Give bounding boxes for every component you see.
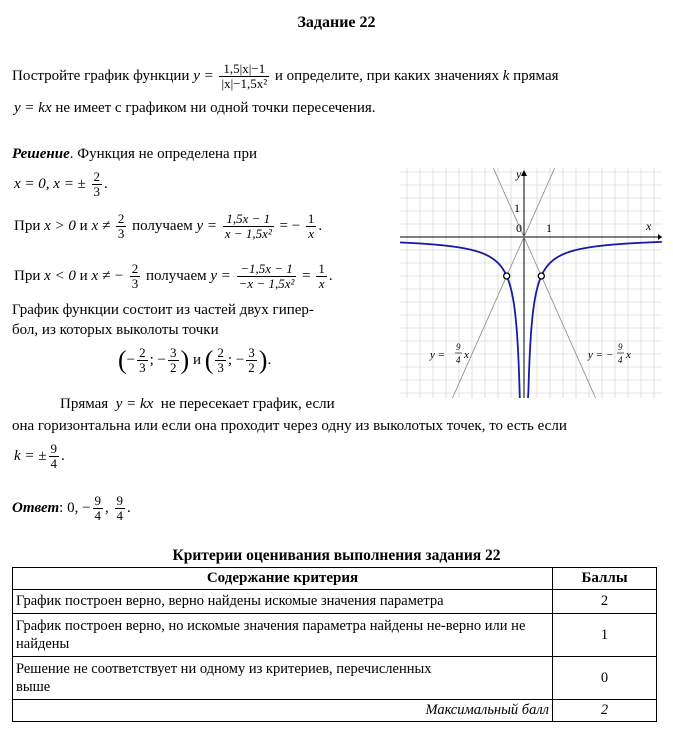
case2-res-num: 1 xyxy=(318,261,325,276)
removed-point-left xyxy=(504,273,510,279)
function-curves xyxy=(400,242,662,398)
line-right-text: y = − xyxy=(588,349,614,361)
ans-den1: 4 xyxy=(94,508,102,523)
criteria-row xyxy=(13,614,657,657)
case1-res-num: 1 xyxy=(307,211,315,226)
task-function-fraction xyxy=(219,62,269,91)
point1-y xyxy=(168,346,179,375)
graph-axes xyxy=(400,170,662,398)
task-text-after: и определите, при каких значениях xyxy=(274,67,499,84)
line-left-den: 4 xyxy=(456,355,461,365)
line-left-label xyxy=(429,342,469,365)
case2-cond2: x ≠ − xyxy=(91,267,124,284)
case2-get: получаем xyxy=(145,267,207,284)
criteria-row-text: Решение не соответствует ни одному из критериев, перечисленных выше xyxy=(13,657,553,700)
criteria-row-points: 2 xyxy=(553,590,657,614)
answer-label: Ответ xyxy=(12,499,60,516)
case1-fraction xyxy=(223,212,274,241)
criteria-col-points: Баллы xyxy=(553,568,657,590)
case1-cond1: x > 0 xyxy=(44,217,76,234)
case2-pre: При xyxy=(14,267,41,284)
point2-x-num: 2 xyxy=(217,345,224,360)
case1-den: x − 1,5x² xyxy=(224,226,272,241)
case1-pre: При xyxy=(14,217,41,234)
answer-value: : 0, − xyxy=(59,499,91,516)
case1-cond-fraction xyxy=(116,212,127,241)
k-values: k = ± $\frac{9}{4}$ . xyxy=(14,441,65,471)
case2-res-den: x xyxy=(318,276,325,291)
ans-num1: 9 xyxy=(94,493,102,508)
graph-grid xyxy=(400,168,662,398)
case2-fraction xyxy=(237,262,297,291)
solution-domain: x = 0, x = ± $\frac{2}{3}$ . xyxy=(14,169,108,199)
k-num: 9 xyxy=(50,441,58,456)
case2-cond-den: 3 xyxy=(131,276,139,291)
hyperbola-left-branch xyxy=(400,242,521,398)
k-eq: k = ± xyxy=(14,447,47,464)
hyperbola-right-branch xyxy=(527,242,662,398)
ans-den2: 4 xyxy=(116,508,124,523)
line-eq: y = kx xyxy=(115,396,154,412)
case2-y: y = xyxy=(210,267,231,284)
point2-x xyxy=(215,346,226,375)
case1-eq: = − xyxy=(279,217,301,234)
case2-result xyxy=(316,262,327,291)
domain-x: x = 0, x = ± xyxy=(14,175,86,192)
case2-cond-num: 2 xyxy=(131,261,139,276)
k-den: 4 xyxy=(50,456,58,471)
criteria-row xyxy=(13,590,657,614)
task-line-eq: y = kx xyxy=(14,100,52,116)
line-condition xyxy=(60,396,335,413)
line-left-num: 9 xyxy=(456,342,461,352)
criteria-row-text: График построен верно, но искомые значения параметра найдены не-верно или не найдены xyxy=(13,614,553,657)
y-tick-1: 1 xyxy=(514,201,520,215)
solution-intro-text: . Функция не определена при xyxy=(69,146,257,162)
line-right-label xyxy=(587,342,631,365)
origin-label: 0 xyxy=(516,221,522,235)
point2-x-den: 3 xyxy=(217,360,224,375)
criteria-max-row xyxy=(13,700,657,722)
solution-case-2: При x < 0 и x ≠ − $\frac{2}{3}$ получаем y = $\frac{-1,5x - 1}{\text{−x − 1,5x²}}$ = $\frac{1}{x}$ . xyxy=(14,261,333,291)
criteria-row-points: 1 xyxy=(553,614,657,657)
point2-y-num: 3 xyxy=(248,345,255,360)
removed-point-right xyxy=(538,273,544,279)
case1-cond-num: 2 xyxy=(117,211,125,226)
x-axis-label: x xyxy=(646,219,652,233)
criteria-row-points: 0 xyxy=(553,657,657,700)
task-function-numerator: 1,5|x|−1 xyxy=(219,62,269,77)
function-graph xyxy=(400,168,662,398)
case2-num: −1,5x − 1 xyxy=(237,262,297,277)
task-text-before: Постройте график функции xyxy=(12,67,190,84)
case2-and: и xyxy=(79,267,88,284)
line-right-x: x xyxy=(626,349,631,361)
line-left-text: y = xyxy=(430,349,446,361)
task-line-2 xyxy=(14,100,376,117)
case1-get: получаем xyxy=(132,217,193,234)
task-line2-text: не имеет с графиком ни одной точки пересечения. xyxy=(55,100,376,116)
line-right-den: 4 xyxy=(618,355,623,365)
domain-fraction xyxy=(92,170,103,199)
answer: Ответ: 0, − $\frac{9}{4}$ , $\frac{9}{4}$ . xyxy=(12,493,131,523)
case1-cond2: x ≠ xyxy=(91,217,111,234)
line-condition-2: она горизонтальна или если она проходит через одну из выколотых точек, то есть если xyxy=(12,418,567,434)
criteria-col-content: Содержание критерия xyxy=(13,568,553,590)
y-axis-arrow xyxy=(521,170,527,176)
solution-case-1: При x > 0 и x ≠ $\frac{2}{3}$ получаем y = $\frac{1,5x - 1}{\text{x − 1,5x²}}$ = − $\frac{1}{x}$ . xyxy=(14,211,323,241)
criteria-caption: Критерии оценивания выполнения задания 22 xyxy=(172,547,501,564)
line-text2: не пересекает график, если xyxy=(160,396,335,412)
task-text-end: прямая xyxy=(513,67,559,84)
case1-and: и xyxy=(79,217,88,234)
answer-frac-1 xyxy=(93,494,104,523)
task-y-eq: y = xyxy=(193,67,214,84)
k-fraction xyxy=(49,442,60,471)
task-k: k xyxy=(502,67,510,84)
ans-num2: 9 xyxy=(116,493,124,508)
point1-x-den: 3 xyxy=(139,360,146,375)
domain-frac-den: 3 xyxy=(93,184,101,199)
task-function-denominator: |x|−1,5x² xyxy=(221,76,268,91)
graph-description-2: бол, из которых выколоты точки xyxy=(12,322,219,338)
point1-x xyxy=(137,346,148,375)
case2-cond-fraction xyxy=(130,262,141,291)
line-left-x: x xyxy=(464,349,469,361)
point1-y-den: 2 xyxy=(170,360,177,375)
domain-frac-num: 2 xyxy=(93,169,101,184)
criteria-table xyxy=(12,567,657,722)
answer-frac-2 xyxy=(115,494,126,523)
criteria-header-row xyxy=(13,568,657,590)
solution-intro xyxy=(12,146,257,163)
point2-y xyxy=(246,346,257,375)
case1-res-den: x xyxy=(308,226,315,241)
point1-x-num: 2 xyxy=(139,345,146,360)
criteria-row-text: График построен верно, верно найдены искомые значения параметра xyxy=(13,590,553,614)
x-tick-1: 1 xyxy=(546,221,552,235)
solution-label: Решение xyxy=(12,146,70,162)
case2-eq: = xyxy=(302,267,311,284)
point2-y-den: 2 xyxy=(248,360,255,375)
x-axis-arrow xyxy=(658,234,662,240)
task-line-1 xyxy=(12,62,559,91)
page-title: Задание 22 xyxy=(297,14,376,31)
y-axis-label: y xyxy=(516,168,522,181)
graph-description-1: График функции состоит из частей двух гипер- xyxy=(12,302,314,318)
criteria-max-points: 2 xyxy=(553,700,657,722)
line-right-num: 9 xyxy=(618,342,623,352)
criteria-row xyxy=(13,657,657,700)
removed-points: (− $\frac{2}{3}$ ; − $\frac{3}{2}$ ) и ( $\frac{2}{3}$ ; − $\frac{3}{2}$ ). xyxy=(118,345,272,375)
case1-cond-den: 3 xyxy=(117,226,125,241)
line-text1: Прямая xyxy=(60,396,109,412)
points-and: и xyxy=(192,351,201,368)
case2-cond1: x < 0 xyxy=(44,267,76,284)
criteria-max-label: Максимальный балл xyxy=(13,700,553,722)
case1-result xyxy=(306,212,317,241)
case2-den: −x − 1,5x² xyxy=(238,276,295,291)
case1-num: 1,5x − 1 xyxy=(223,212,274,227)
point1-y-num: 3 xyxy=(170,345,177,360)
case1-y: y = xyxy=(196,217,218,234)
